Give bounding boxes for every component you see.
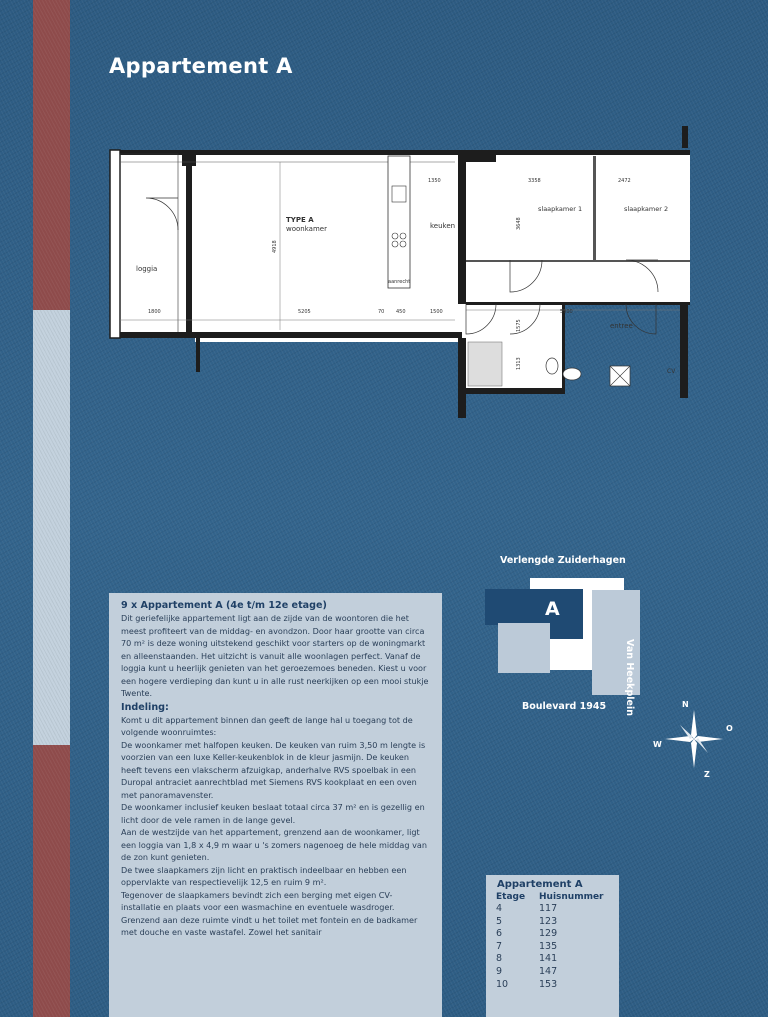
compass-z: Z <box>704 770 710 779</box>
house-numbers-panel <box>486 875 619 1017</box>
sink-icon <box>392 186 406 202</box>
room-loggia: loggia <box>136 265 158 273</box>
dim-2472: 2472 <box>618 178 631 184</box>
dim-1575: 1575 <box>516 319 522 332</box>
wall-east <box>680 303 688 398</box>
wall-stub-1 <box>196 336 200 372</box>
compass-w: W <box>653 740 662 749</box>
house-numbers-table <box>496 890 604 991</box>
wall-bedrooms <box>593 156 596 260</box>
wall-segment <box>466 154 496 162</box>
table-row <box>496 979 604 992</box>
wall-south <box>120 332 462 338</box>
street-label-zuiderhagen: Verlengde Zuiderhagen <box>500 555 626 566</box>
cv-label: CV <box>667 368 676 375</box>
description-paragraph: Komt u dit appartement binnen dan geeft de lange hal u toegang tot de volgende woonruimtes: <box>121 714 413 737</box>
house-numbers-title: Appartement A <box>497 879 583 890</box>
huisnummer-cell: 141 <box>539 953 558 965</box>
table-row <box>496 903 604 916</box>
hob-icon <box>392 233 398 239</box>
etage-cell: 5 <box>496 915 503 927</box>
dim-1800: 1800 <box>148 309 161 315</box>
huisnummer-cell: 147 <box>539 965 558 977</box>
table-row <box>496 941 604 954</box>
description-paragraph: Tegenover de slaapkamers bevindt zich een berging met eigen CV-installatie en plaats voor een wasmachine en eventuele wasdroger. Grenzend aan deze ruimte vindt u het toilet met fontein en de badkamer met douche en vaste wastafel. Zowel het sanitair <box>121 889 418 937</box>
huisnummer-cell: 123 <box>539 915 558 927</box>
etage-cell: 4 <box>496 903 503 914</box>
dim-1313: 1313 <box>516 357 522 370</box>
compass-n: N <box>682 700 689 709</box>
shower <box>468 342 502 386</box>
room-woonkamer: woonkamer <box>286 225 327 233</box>
wall-north <box>110 150 690 155</box>
floor-plan <box>100 120 700 420</box>
dim-3358: 3358 <box>528 178 541 184</box>
wall-loggia <box>186 166 192 336</box>
column-1 <box>182 154 196 166</box>
wall-bathroom-east <box>562 304 565 394</box>
wall-stub-2 <box>682 126 688 148</box>
dim-3648: 3648 <box>516 217 522 230</box>
col-etage: Etage <box>496 892 526 902</box>
col-huisnummer: Huisnummer <box>539 892 604 902</box>
etage-cell: 6 <box>496 928 503 940</box>
street-label-boulevard: Boulevard 1945 <box>522 701 607 712</box>
page-title: Appartement A <box>109 54 293 78</box>
dim-5205: 5205 <box>298 309 311 315</box>
building-block-low <box>498 623 550 673</box>
description-paragraph: De twee slaapkamers zijn licht en praktisch indeelbaar en hebben een oppervlakte van respectievelijk 12,5 en ruim 9 m². <box>121 864 407 887</box>
description-paragraph: Aan de westzijde van het appartement, grenzend aan de woonkamer, ligt een loggia van 1,8 x 4,9 m waar u 's zomers nagenoeg de hele middag van de zon kunt genieten. <box>121 827 427 862</box>
decorative-stripe-red-bottom <box>33 745 70 1017</box>
table-row <box>496 953 604 966</box>
toilet-icon <box>563 368 581 380</box>
table-row <box>496 928 604 941</box>
wall-kitchen <box>458 154 466 304</box>
description-heading: 9 x Appartement A (4e t/m 12e etage) <box>121 600 327 611</box>
room-slaapkamer2: slaapkamer 2 <box>624 205 669 213</box>
etage-cell: 9 <box>496 965 503 977</box>
dim-70: 70 <box>378 309 385 315</box>
decorative-stripe-red-top <box>33 0 70 310</box>
room-keuken: keuken <box>430 222 456 230</box>
dim-5900: 5900 <box>560 309 573 315</box>
description-intro: Dit geriefelijke appartement ligt aan de zijde van de woontoren die het meest profiteert van de middag- en avondzon. Door haar grootte van circa 70 m² is deze woning uitstekend geschikt voor starters op de woningmarkt en alleenstaanden. Het uitzicht is vanuit alle woonlagen perfect. Vanaf de loggia kunt u heerlijk genieten van het geroezemoes beneden. Kiest u voor een hogere verdieping dan kunt u in alle rust neerkijken op een mooi stukje Twente. <box>121 613 429 698</box>
description-paragraph: De woonkamer inclusief keuken beslaat totaal circa 37 m² en is gezellig en licht door de vele ramen in de lange gevel. <box>121 802 425 825</box>
description-paragraph: De woonkamer met halfopen keuken. De keuken van ruim 3,50 m lengte is voorzien van een luxe Keller-keukenblok in de kleur jasmijn. De keuken heeft tevens een vlakscherm afzuigkap, anderhalve RVS spoelbak in een Duropal antraciet aanrechtblad met Siemens RVS kookplaat en een oven met panoramavenster. <box>121 739 426 800</box>
dim-450: 450 <box>396 309 406 315</box>
etage-cell: 8 <box>496 953 503 965</box>
huisnummer-cell: 117 <box>539 903 558 914</box>
etage-cell: 10 <box>496 978 509 990</box>
dim-4918: 4918 <box>272 240 278 253</box>
wall-west <box>110 150 120 338</box>
compass-icon <box>650 695 740 785</box>
wall-corridor <box>466 302 690 305</box>
description-panel <box>109 593 442 1017</box>
etage-cell: 7 <box>496 940 503 952</box>
huisnummer-cell: 153 <box>539 978 558 990</box>
wastafel-icon <box>546 358 558 374</box>
room-aanrecht: aanrecht <box>388 279 411 285</box>
block-a-label: A <box>545 598 560 620</box>
room-entree: entree <box>610 322 633 330</box>
table-row <box>496 916 604 929</box>
dim-1350: 1350 <box>428 178 441 184</box>
indeling-heading: Indeling: <box>121 701 169 713</box>
wall-bathroom-south <box>466 388 562 394</box>
compass-o: O <box>726 724 733 733</box>
street-label-heekplein: Van Heekplein <box>624 639 635 716</box>
huisnummer-cell: 129 <box>539 928 558 940</box>
kitchen-counter <box>388 156 410 288</box>
decorative-stripe-white <box>33 310 70 745</box>
wall-bathroom-west <box>458 338 466 418</box>
table-row <box>496 966 604 979</box>
dim-1500: 1500 <box>430 309 443 315</box>
type-label: TYPE A <box>286 216 314 224</box>
huisnummer-cell: 135 <box>539 940 558 952</box>
room-slaapkamer1: slaapkamer 1 <box>538 205 583 213</box>
